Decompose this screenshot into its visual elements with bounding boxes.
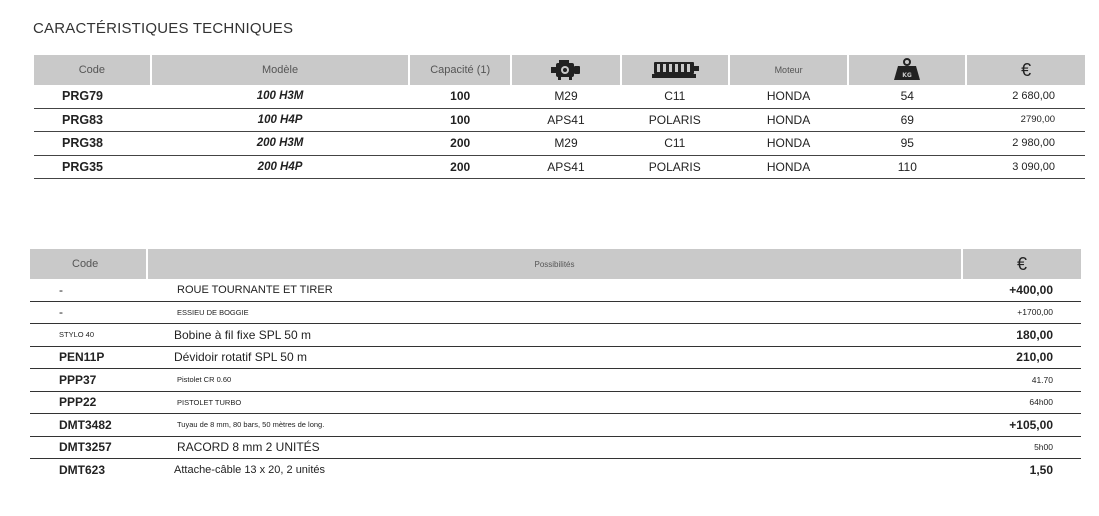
options-header-row (30, 249, 1081, 279)
euro-symbol: € (1016, 253, 1027, 274)
cell-code: PEN11P (59, 350, 105, 365)
header-possibilities: Possibilités (148, 249, 961, 279)
cell-motor: HONDA (766, 112, 811, 127)
cell-price: +400,00 (1009, 282, 1053, 297)
cell-code: PPP22 (59, 395, 97, 410)
cell-code: DMT3482 (59, 417, 112, 432)
table-row (34, 156, 1085, 180)
header-weight (849, 55, 965, 85)
header-price (967, 55, 1085, 85)
cell-pump: C11 (664, 136, 686, 151)
cell-code: PRG35 (62, 159, 103, 174)
cell-model: 100 H4P (257, 113, 303, 126)
cell-model: 200 H3M (256, 137, 304, 150)
table-row (34, 85, 1085, 109)
cell-code: PRG38 (62, 136, 103, 151)
cell-price: 5h00 (1034, 442, 1053, 453)
cell-engine: M29 (554, 89, 578, 104)
table-row (30, 459, 1081, 482)
header-model: Modèle (152, 55, 409, 85)
cell-description: Bobine à fil fixe SPL 50 m (174, 327, 311, 342)
header-capacity: Capacité (1) (410, 55, 510, 85)
header-price (963, 249, 1081, 279)
cell-price: 2790,00 (1020, 114, 1056, 126)
header-code: Code (34, 55, 150, 85)
cell-engine: APS41 (547, 159, 585, 174)
cell-pump: POLARIS (648, 112, 701, 127)
cell-price: 210,00 (1016, 350, 1053, 365)
cell-description: PISTOLET TURBO (177, 397, 242, 407)
weight-icon (892, 58, 922, 82)
cell-weight: 54 (900, 89, 914, 104)
svg-text:KG: KG (902, 72, 913, 79)
table-row (30, 347, 1081, 370)
header-engine (512, 55, 620, 85)
table-row (34, 132, 1085, 156)
cell-motor: HONDA (766, 159, 811, 174)
cell-description: Attache-câble 13 x 20, 2 unités (174, 464, 326, 477)
cell-capacity: 200 (450, 159, 471, 174)
cell-model: 200 H4P (257, 160, 303, 173)
cell-description: Tuyau de 8 mm, 80 bars, 50 mètres de long. (177, 420, 325, 430)
cell-engine: APS41 (547, 112, 585, 127)
euro-symbol: € (1021, 59, 1032, 80)
cell-pump: POLARIS (648, 159, 701, 174)
cell-price: 41.70 (1031, 374, 1053, 385)
cell-capacity: 100 (450, 89, 471, 104)
cell-code: STYLO 40 (59, 330, 95, 340)
table-row (30, 437, 1081, 460)
table-row (30, 392, 1081, 415)
cell-description: RACORD 8 mm 2 UNITÉS (177, 440, 320, 455)
cell-code: PRG79 (62, 89, 103, 104)
cell-price: 3 090,00 (1012, 160, 1056, 173)
cell-motor: HONDA (766, 136, 811, 151)
cell-code: PPP37 (59, 372, 97, 387)
cell-pump: C11 (664, 89, 686, 104)
cell-capacity: 200 (450, 136, 471, 151)
cell-price: 180,00 (1016, 327, 1053, 342)
specs-header-row (34, 55, 1085, 85)
cell-price: 2 680,00 (1012, 90, 1056, 103)
cell-price: 64h00 (1029, 397, 1053, 408)
cell-weight: 69 (900, 112, 914, 127)
cell-code: - (59, 305, 63, 320)
header-code: Code (30, 249, 146, 279)
table-row (30, 369, 1081, 392)
table-row (34, 109, 1085, 133)
cell-price: 2 980,00 (1012, 137, 1056, 150)
header-motor: Moteur (730, 55, 848, 85)
cell-description: Dévidoir rotatif SPL 50 m (174, 350, 307, 365)
table-row (30, 324, 1081, 347)
page-title: CARACTÉRISTIQUES TECHNIQUES (33, 20, 294, 37)
cell-motor: HONDA (766, 89, 811, 104)
cell-code: DMT3257 (59, 440, 112, 455)
cell-code: PRG83 (62, 112, 103, 127)
cell-code: DMT623 (59, 463, 106, 478)
options-table (30, 249, 1081, 482)
header-pump (622, 55, 728, 85)
cell-price: +1700,00 (1017, 307, 1053, 318)
table-row (30, 414, 1081, 437)
table-row (30, 279, 1081, 302)
cell-model: 100 H3M (256, 90, 304, 103)
cell-description: ROUE TOURNANTE ET TIRER (177, 283, 333, 296)
cell-weight: 110 (897, 159, 917, 174)
cell-price: +105,00 (1009, 417, 1053, 432)
table-row (30, 302, 1081, 325)
cell-capacity: 100 (450, 112, 471, 127)
cell-code: - (59, 282, 63, 297)
cell-weight: 95 (900, 136, 914, 151)
cell-description: ESSIEU DE BOGGIE (177, 307, 249, 317)
specs-table (34, 55, 1085, 179)
pump-icon (650, 58, 700, 82)
cell-engine: M29 (554, 136, 578, 151)
cell-price: 1,50 (1029, 463, 1053, 478)
cell-description: Pistolet CR 0.60 (177, 375, 232, 385)
engine-icon (549, 58, 583, 82)
